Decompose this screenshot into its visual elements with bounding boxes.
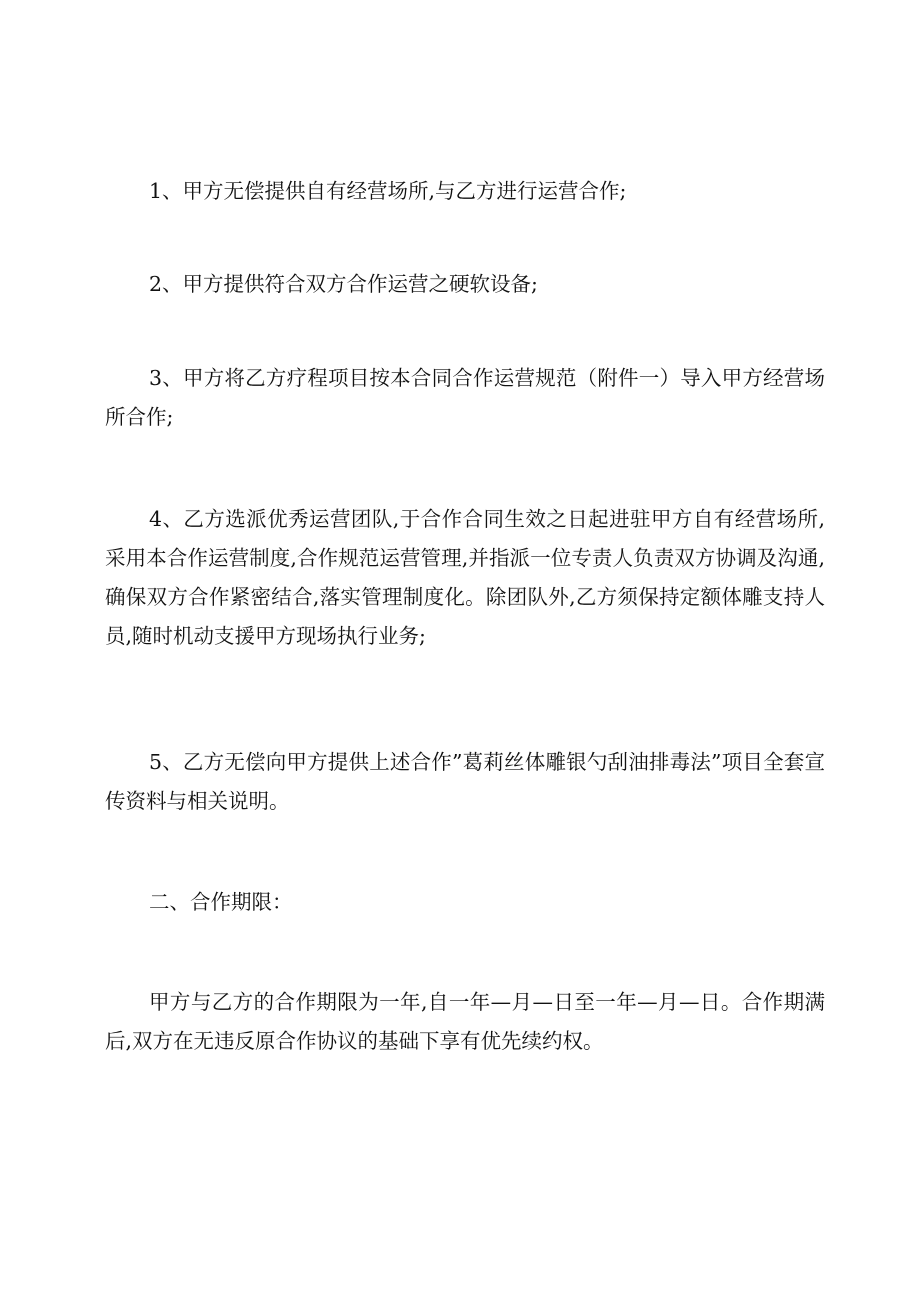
clause-5: 5、乙方无偿向甲方提供上述合作”葛莉丝体雕银勺刮油排毒法”项目全套宣传资料与相关说明。	[105, 750, 825, 813]
clause-3: 3、甲方将乙方疗程项目按本合同合作运营规范（附件一）导入甲方经营场所合作;	[105, 366, 825, 429]
section-heading-cooperation-term: 二、合作期限：	[149, 890, 293, 914]
clause-2: 2、甲方提供符合双方合作运营之硬软设备;	[149, 272, 538, 296]
clause-1: 1、甲方无偿提供自有经营场所,与乙方进行运营合作;	[149, 179, 627, 203]
cooperation-term-paragraph: 甲方与乙方的合作期限为一年,自一年—月—日至一年—月—日。合作期满后,双方在无违反原合作协议的基础下享有优先续约权。	[105, 990, 825, 1053]
clause-4: 4、乙方选派优秀运营团队,于合作合同生效之日起进驻甲方自有经营场所,采用本合作运营制度,合作规范运营管理,并指派一位专责人负责双方协调及沟通,确保双方合作紧密结合,落实管理制度化。除团队外,乙方须保持定额体雕支持人员,随时机动支援甲方现场执行业务;	[105, 507, 825, 648]
